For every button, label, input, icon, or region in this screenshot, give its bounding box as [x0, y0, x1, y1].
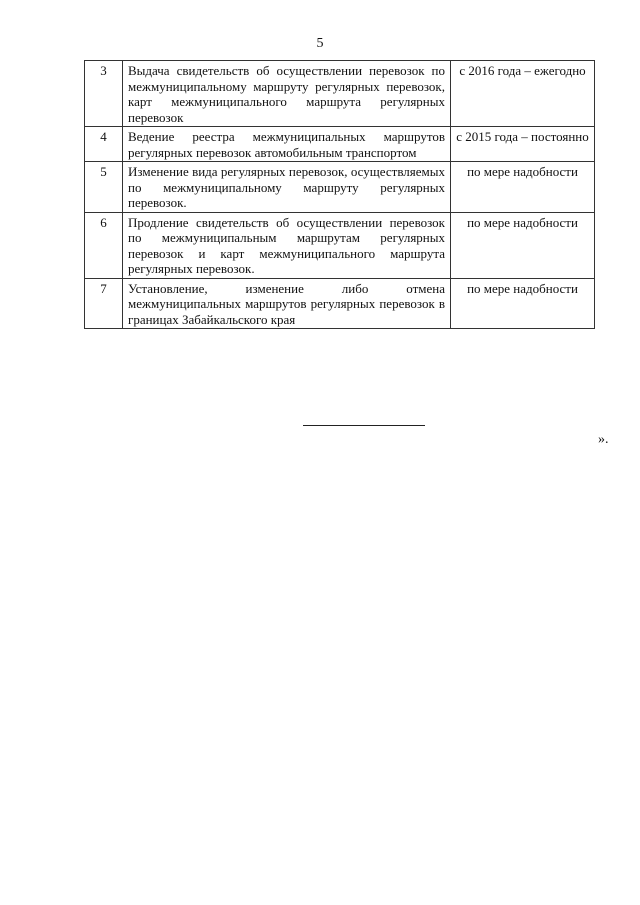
row-number: 5 — [85, 162, 123, 213]
row-term: по мере надобности — [451, 162, 595, 213]
table-row — [85, 127, 595, 162]
row-number: 3 — [85, 61, 123, 127]
measures-table — [84, 60, 595, 329]
row-description: Изменение вида регулярных перевозок, осуществляемых по межмуниципальному маршруту регулярных перевозок. — [123, 162, 451, 213]
row-term: с 2015 года – постоянно — [451, 127, 595, 162]
closing-quote: ». — [598, 432, 609, 447]
table-row — [85, 61, 595, 127]
row-number: 4 — [85, 127, 123, 162]
table-row — [85, 278, 595, 329]
signature-divider-line — [303, 425, 425, 426]
row-description: Установление, изменение либо отмена межмуниципальных маршрутов регулярных перевозок в границах Забайкальского края — [123, 278, 451, 329]
row-term: с 2016 года – ежегодно — [451, 61, 595, 127]
table-row — [85, 212, 595, 278]
page-number: 5 — [316, 36, 324, 51]
row-description: Выдача свидетельств об осуществлении перевозок по межмуниципальному маршруту регулярных перевозок, карт межмуниципального маршрута регулярных перевозок — [123, 61, 451, 127]
row-number: 6 — [85, 212, 123, 278]
table-row — [85, 162, 595, 213]
row-description: Ведение реестра межмуниципальных маршрутов регулярных перевозок автомобильным транспортом — [123, 127, 451, 162]
row-number: 7 — [85, 278, 123, 329]
row-term: по мере надобности — [451, 212, 595, 278]
row-description: Продление свидетельств об осуществлении перевозок по межмуниципальным маршрутам регулярных перевозок и карт межмуниципального маршрута регулярных перевозок. — [123, 212, 451, 278]
row-term: по мере надобности — [451, 278, 595, 329]
